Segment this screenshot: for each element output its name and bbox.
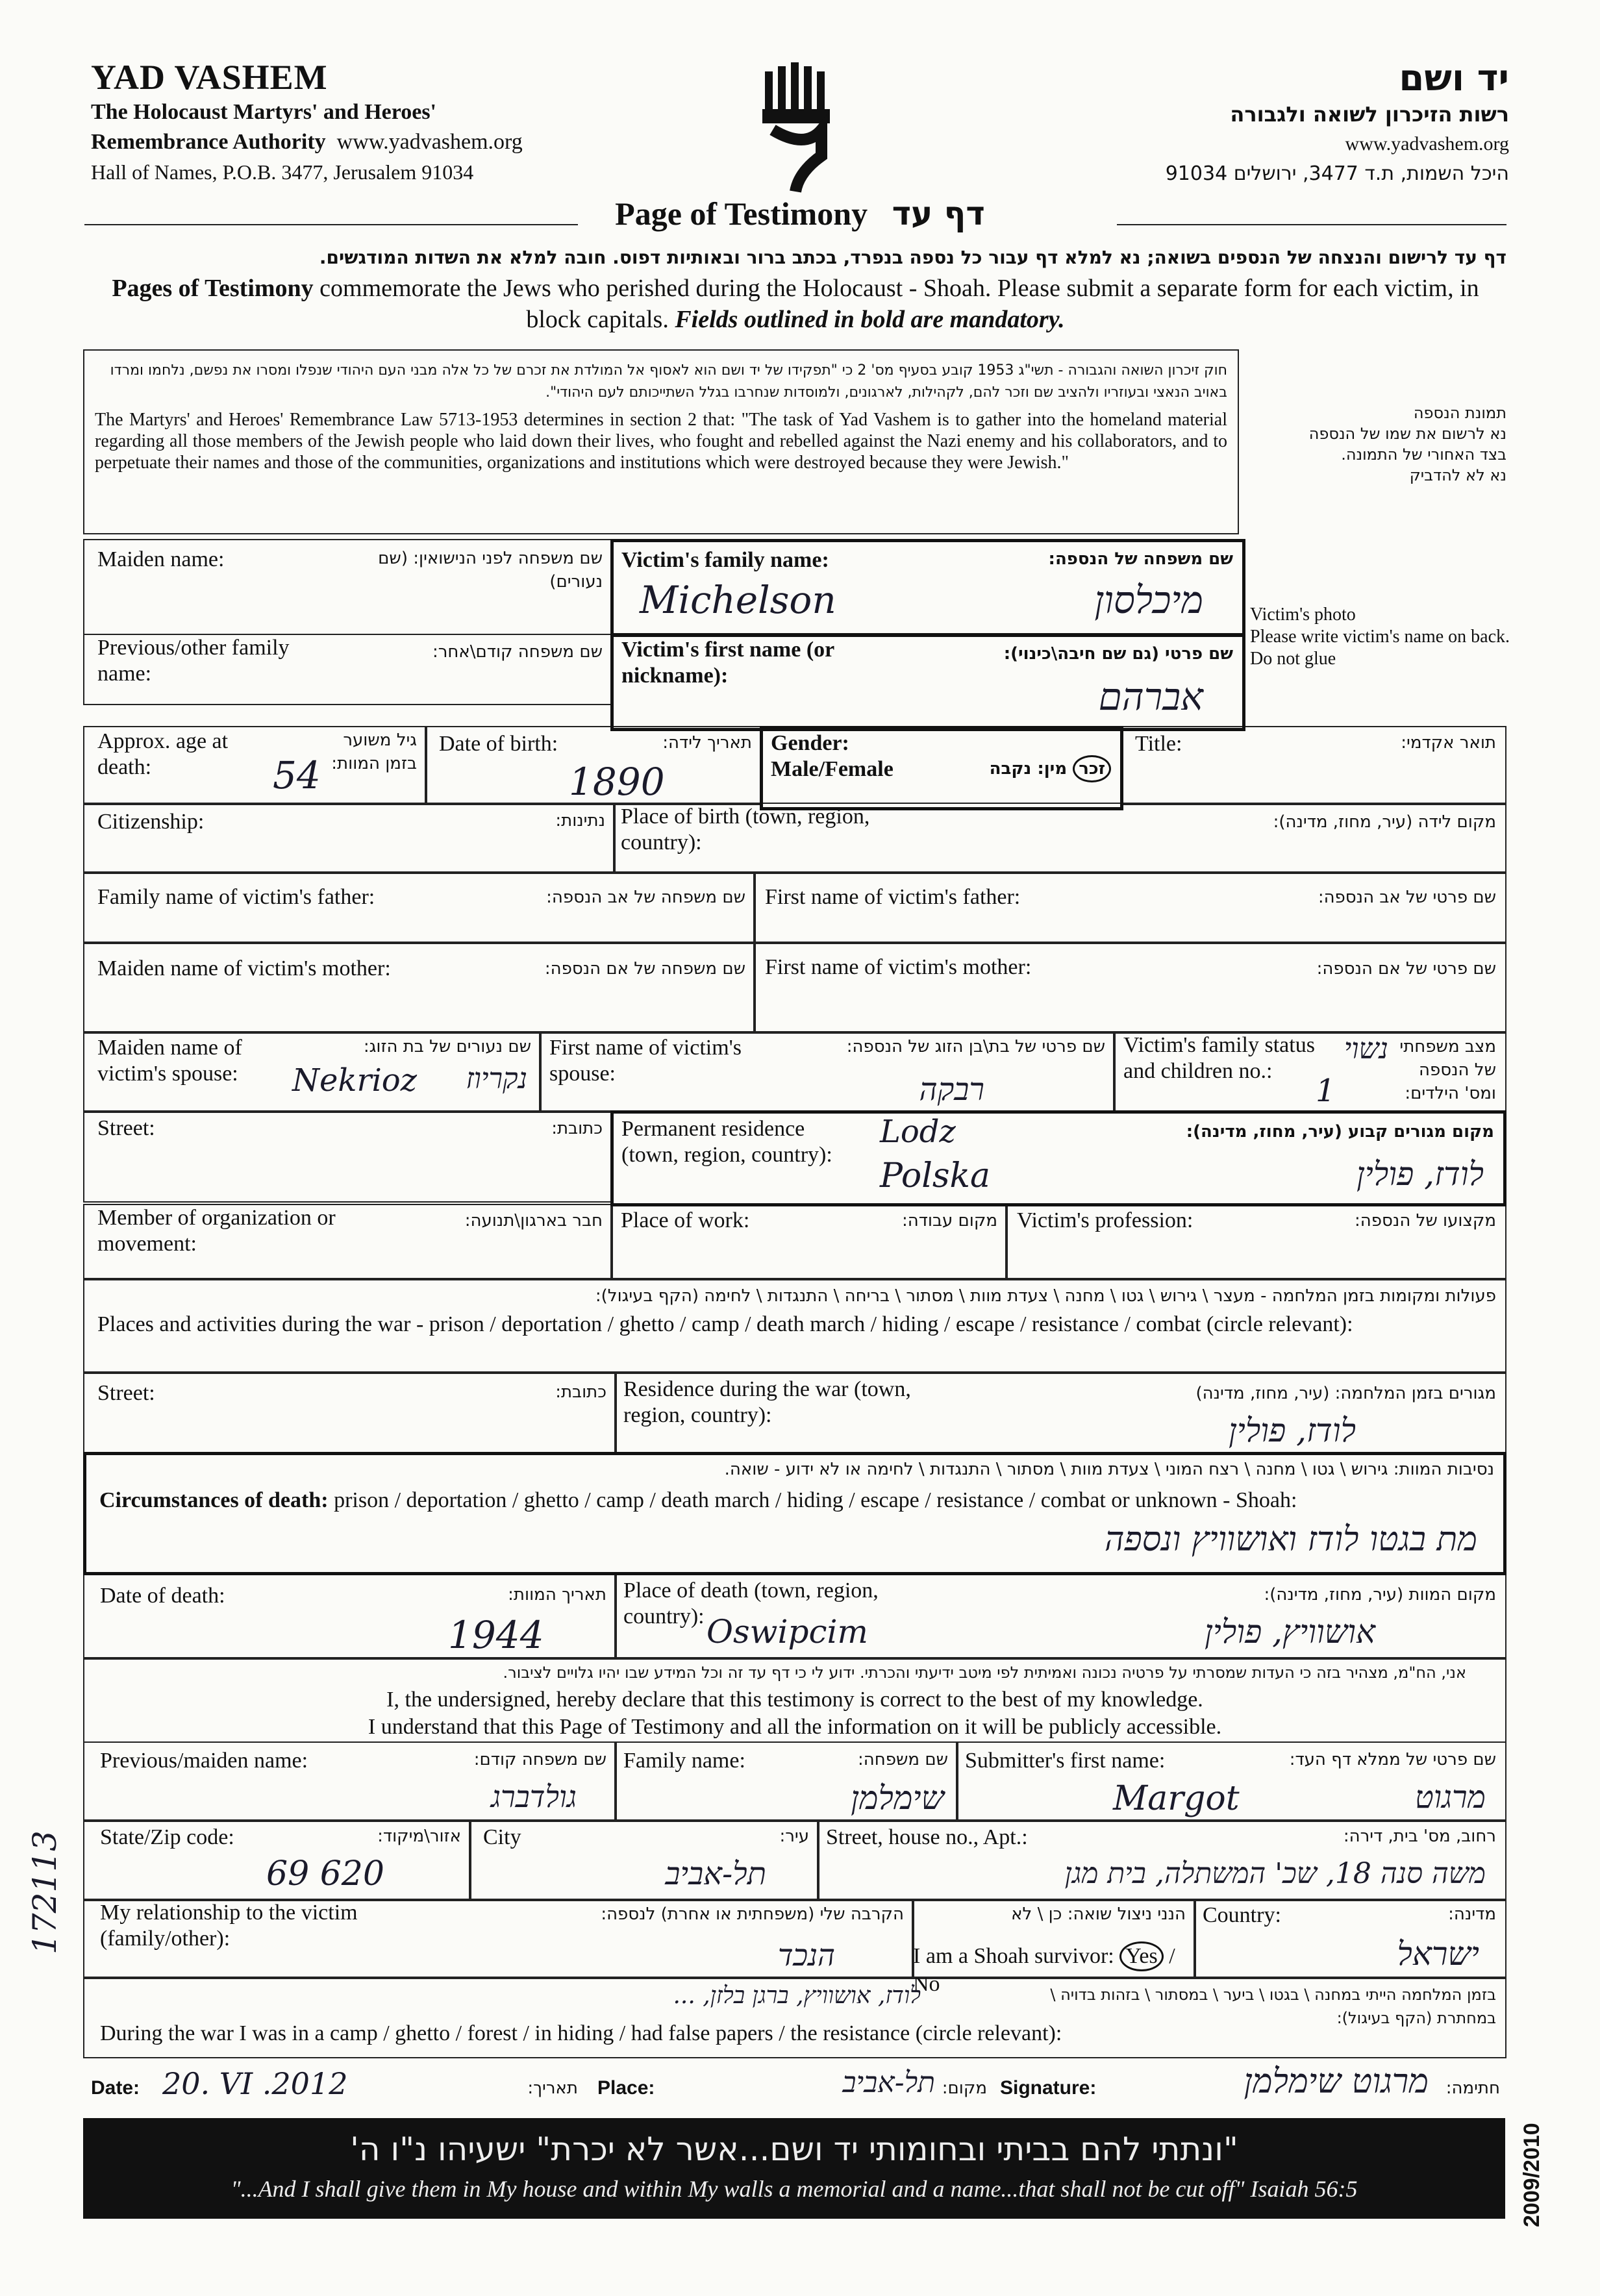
residence-label-he: מקום מגורים קבוע (עיר, מחוז, מדינה): xyxy=(1186,1122,1494,1142)
survivor-yes-circled: Yes xyxy=(1119,1941,1163,1971)
org-line1-he: רשות הזיכרון לשואה ולגבורה xyxy=(1230,102,1509,127)
sub-family-label: Family name: xyxy=(623,1749,745,1773)
war-places-label: Places and activities during the war - prison / deportation / ghetto / camp / death march / hiding / escape / resistance / combat (circle relevant): xyxy=(97,1312,1353,1336)
family-status-label: Victim's family status and children no.: xyxy=(1123,1033,1315,1083)
date-label-he: תאריך: xyxy=(527,2078,578,2098)
dod-label-he: תאריך המוות: xyxy=(508,1585,606,1604)
family-name-value: Michelson xyxy=(640,578,836,622)
profession-label: Victim's profession: xyxy=(1017,1208,1194,1232)
date-label: Date: xyxy=(91,2077,140,2099)
during-war-label: During the war I was in a camp / ghetto / forest / in hiding / had false papers / the resistance (circle relevant): xyxy=(100,2021,1062,2045)
birth-place-label: Place of birth (town, region, country): xyxy=(621,805,870,855)
first-name-label-he: שם פרטי (גם שם חיבה\כינוי): xyxy=(1003,644,1233,664)
page-title xyxy=(390,195,1210,232)
circ-label: prison / deportation / ghetto / camp / death march / hiding / escape / resistance / combat or unknown - Shoah: xyxy=(334,1488,1297,1512)
sub-family-label-he: שם משפחה: xyxy=(858,1750,948,1769)
sub-first-label: Submitter's first name: xyxy=(965,1749,1166,1773)
page-title-en: Page of Testimony xyxy=(615,195,868,232)
street-label: Street: xyxy=(97,1116,155,1140)
zip-label-he: אזור\מיקוד: xyxy=(377,1827,461,1846)
father-first-label: First name of victim's father: xyxy=(765,885,1021,909)
photo-he-2: נא לרשום את שמו של הנספה xyxy=(1308,425,1506,443)
dob-label: Date of birth: xyxy=(439,732,558,756)
war-residence-label: Residence during the war (town, region, country): xyxy=(623,1377,911,1427)
death-place-value-he: אושוויץ, פולין xyxy=(1205,1613,1375,1651)
maiden-name-label-he: שם משפחה לפני הנישואין: (שם נעורים) xyxy=(378,549,603,592)
country-label: Country: xyxy=(1203,1903,1281,1927)
signature-value[interactable]: מרגוט שימלמן xyxy=(1244,2062,1429,2101)
mother-first-label: First name of victim's mother: xyxy=(765,955,1032,979)
war-residence-label-he: מגורים בזמן המלחמה: (עיר, מחוז, מדינה) xyxy=(1195,1384,1496,1403)
submitter-first-name-field[interactable] xyxy=(956,1741,1506,1822)
death-place-value: Oswipcim xyxy=(706,1613,868,1651)
residence-value-he: לודז, פולין xyxy=(1356,1155,1484,1193)
residence-label: Permanent residence (town, region, country): xyxy=(621,1117,832,1167)
spouse-first-value-he: רבקה xyxy=(919,1071,984,1108)
father-family-label: Family name of victim's father: xyxy=(97,885,375,909)
intro-text: commemorate the Jews who perished during the Holocaust - Shoah. Please submit a separate form for each victim, in block capitals. xyxy=(319,275,1479,333)
form-year-label: 2009/2010 xyxy=(1519,2123,1544,2227)
circumstances-of-death-field[interactable] xyxy=(83,1452,1506,1575)
org-address-en: Hall of Names, P.O.B. 3477, Jerusalem 91034 xyxy=(91,160,474,184)
photo-he-3: בצד האחורי של התמונה. xyxy=(1341,445,1506,464)
residence-value-1: Lodz xyxy=(880,1114,956,1150)
photo-he-4: נא לא להדביק xyxy=(1409,466,1506,484)
signature-row xyxy=(91,2062,1506,2112)
war-places-label-he: פעולות ומקומות בזמן המלחמה - מעצר \ גירוש \ גטו \ מחנה \ צעדת מוות \ מסתור \ בריחה \ התנגדות \ לחימה (הקף בעיגול): xyxy=(595,1286,1496,1306)
previous-family-name-field[interactable] xyxy=(83,634,613,705)
date-of-birth-field[interactable] xyxy=(425,726,762,805)
photo-en-2: Please write victim's name on back. xyxy=(1250,627,1510,647)
law-hebrew: חוק זיכרון השואה והגבורה - תשי"ג 1953 קובע בסעיף מס' 2 כי "תפקידו של יד ושם הוא לאסוף אל המולדת את זכרם של כל אלה מבני העם היהודי שנפלו ומסרו את נפשם, נלחמו ומרדו באויב הנאצי ובעוזריו ולהציב שם וזכר להם, לקהילות, לארגונים, ולמוסדות שנחרבו בגלל השתייכותם לעם היהודי". xyxy=(110,362,1227,401)
family-name-label: Victim's family name: xyxy=(621,548,829,572)
sub-family-value-he: שימלמן xyxy=(851,1779,944,1817)
first-name-label: Victim's first name (or nickname): xyxy=(621,638,834,688)
relation-label-he: הקרבה שלי (משפחתית או אחרת) לנספה: xyxy=(601,1904,904,1924)
age-value: 54 xyxy=(273,753,321,797)
mother-maiden-label: Maiden name of victim's mother: xyxy=(97,956,391,980)
place-label: Place: xyxy=(597,2077,655,2099)
zip-label: State/Zip code: xyxy=(100,1825,234,1849)
side-reference-number: 172113 xyxy=(26,1830,64,1954)
place-label-he: מקום: xyxy=(942,2078,987,2098)
gender-field[interactable] xyxy=(760,726,1123,810)
signature-label: Signature: xyxy=(1000,2077,1097,2099)
spouse-maiden-label: Maiden name of victim's spouse: xyxy=(97,1036,242,1086)
profession-label-he: מקצועו של הנספה: xyxy=(1355,1211,1496,1230)
spouse-first-name-field[interactable] xyxy=(539,1031,1116,1113)
citizenship-label-he: נתינות: xyxy=(555,811,605,830)
zip-code-field[interactable] xyxy=(83,1819,471,1901)
spouse-first-label: First name of victim's spouse: xyxy=(549,1036,742,1086)
age-label: Approx. age at death: xyxy=(97,729,229,779)
organization-field[interactable] xyxy=(83,1204,613,1280)
survivor-no-option: / No xyxy=(913,1944,1175,1996)
declaration-block xyxy=(83,1657,1506,1745)
place-of-birth-field[interactable] xyxy=(613,803,1506,874)
org-hebrew-block xyxy=(1055,57,1509,189)
city-field[interactable] xyxy=(469,1819,819,1901)
war-places-field[interactable] xyxy=(83,1278,1506,1374)
org-line2-en: Remembrance Authority xyxy=(91,130,326,154)
date-of-death-field[interactable] xyxy=(83,1573,617,1660)
spouse-maiden-value: Nekrioz xyxy=(292,1062,417,1099)
footer-quote-he: "ונתתי להם בביתי ובחומותי יד ושם...אשר לא יכרת" ישעיהו נ"ו ה' xyxy=(350,2130,1238,2168)
member-org-label: Member of organization or movement: xyxy=(97,1206,336,1256)
org-web-en: www.yadvashem.org xyxy=(336,130,523,154)
sub-prev-label: Previous/maiden name: xyxy=(100,1749,308,1773)
photo-en-3: Do not glue xyxy=(1250,649,1336,669)
org-name-he: יד ושם xyxy=(1399,57,1509,99)
title-label: Title: xyxy=(1135,732,1182,756)
circ-label-bold: Circumstances of death: xyxy=(99,1488,329,1512)
footer-banner xyxy=(83,2118,1505,2219)
photo-note-en xyxy=(1250,604,1523,670)
org-english-block xyxy=(91,57,675,187)
prev-name-label: Previous/other family name: xyxy=(97,636,290,686)
sub-street-label: Street, house no., Apt.: xyxy=(826,1825,1028,1849)
during-war-label-he: בזמן המלחמה הייתי במחנה \ בגטו \ ביער \ במסתור \ בזהות בדויה \ במחתרת (הקף בעיגול): xyxy=(1050,1986,1496,2027)
city-label-he: עיר: xyxy=(779,1827,809,1846)
death-place-label: Place of death (town, region, country): xyxy=(623,1578,879,1628)
mother-maiden-label-he: שם משפחה של אם הנספה: xyxy=(544,959,745,979)
spouse-maiden-name-field[interactable] xyxy=(83,1031,542,1113)
street-label-he: כתובת: xyxy=(551,1119,603,1138)
survivor-label: I am a Shoah survivor: xyxy=(913,1944,1114,1968)
city-label: City xyxy=(483,1825,521,1849)
org-address-he: היכל השמות, ת.ד 3477, ירושלים 91034 xyxy=(1165,162,1509,185)
sub-first-value: Margot xyxy=(1113,1779,1240,1818)
org-line1-en: The Holocaust Martyrs' and Heroes' xyxy=(91,100,436,124)
submitter-previous-name-field[interactable] xyxy=(83,1741,617,1822)
father-family-name-field[interactable] xyxy=(83,871,756,944)
photo-en-1: Victim's photo xyxy=(1250,605,1356,625)
sub-prev-value-he: גולדברג xyxy=(490,1779,577,1814)
residence-value-2: Polska xyxy=(880,1156,991,1195)
place-value-he[interactable]: תל-אביב xyxy=(842,2066,935,2099)
family-status-label-he: מצב משפחתי של הנספה ומס' הילדים: xyxy=(1399,1037,1496,1103)
relationship-field[interactable] xyxy=(83,1899,914,1979)
sub-prev-label-he: שם משפחה קודם: xyxy=(473,1750,606,1769)
title-field[interactable] xyxy=(1121,726,1506,805)
death-place-label-he: מקום המוות (עיר, מחוז, מדינה): xyxy=(1264,1585,1496,1604)
country-field[interactable] xyxy=(1194,1899,1506,1979)
war-residence-value-he: לודז, פולין xyxy=(1229,1412,1356,1449)
family-status-value: נשוי xyxy=(1344,1032,1388,1066)
country-label-he: מדינה: xyxy=(1448,1904,1496,1924)
sub-first-value-he: מרגוט xyxy=(1414,1779,1486,1816)
dob-value: 1890 xyxy=(569,760,665,804)
war-street-label: Street: xyxy=(97,1381,155,1405)
gender-label-he xyxy=(990,755,1111,782)
street-field[interactable] xyxy=(83,1110,613,1203)
mother-first-label-he: שם פרטי של אם הנספה: xyxy=(1316,959,1496,979)
date-value[interactable]: 20. VI .2012 xyxy=(162,2066,348,2101)
circ-label-he: נסיבות המוות: גירוש \ גטו \ מחנה \ רצח המוני \ צעדת מוות \ מסתור \ התנגדות \ לחימה או לא ידוע - שואה. xyxy=(724,1460,1494,1479)
mother-maiden-name-field[interactable] xyxy=(83,942,756,1034)
zip-value: 69 620 xyxy=(266,1854,384,1893)
member-org-label-he: חבר בארגון\תנועה: xyxy=(464,1211,603,1230)
photo-he-1: תמונת הנספה xyxy=(1413,404,1506,422)
sub-street-label-he: רחוב, מס' בית, דירה: xyxy=(1343,1827,1496,1846)
intro-bold: Pages of Testimony xyxy=(112,275,314,302)
submitter-war-status-field[interactable] xyxy=(83,1977,1506,2058)
gender-label: Gender: Male/Female xyxy=(771,731,894,781)
family-name-label-he: שם משפחה של הנספה: xyxy=(1048,549,1233,569)
profession-field[interactable] xyxy=(1005,1204,1506,1280)
intro-mandatory-note: Fields outlined in bold are mandatory. xyxy=(675,306,1065,333)
maiden-name-field[interactable] xyxy=(83,539,613,635)
father-first-name-field[interactable] xyxy=(753,871,1506,944)
victim-first-name-field[interactable] xyxy=(610,634,1245,731)
during-war-value-he: לודז, אושוויץ, ברגן בלזן, ... xyxy=(673,1982,921,2009)
family-name-value-he: מיכלסון xyxy=(1094,578,1203,622)
family-status-field[interactable] xyxy=(1113,1031,1506,1113)
survivor-label-he: הנני ניצול שואה: כן \ לא xyxy=(1011,1904,1186,1924)
age-at-death-field[interactable] xyxy=(83,726,427,805)
work-place-label: Place of work: xyxy=(621,1208,750,1232)
spouse-first-label-he: שם פרטי של בת\בן הזוג של הנספה: xyxy=(846,1037,1105,1056)
page-title-he: דף עד xyxy=(892,195,985,232)
place-of-death-field[interactable] xyxy=(614,1573,1506,1660)
footer-quote-en: "...And I shall give them in My house and within My walls a memorial and a name...that shall not be cut off" Isaiah 56:5 xyxy=(231,2176,1358,2202)
first-name-value-he: אברהם xyxy=(1098,675,1203,719)
law-box xyxy=(83,349,1239,534)
permanent-residence-field[interactable] xyxy=(610,1110,1506,1206)
org-web-he: www.yadvashem.org xyxy=(1345,133,1509,155)
circ-value-he: מת בגטו לודז ואושוויץ ונספה xyxy=(1104,1520,1477,1559)
father-first-label-he: שם פרטי של אב הנספה: xyxy=(1318,888,1496,907)
photo-note-he xyxy=(1247,403,1506,486)
city-value-he: תל-אביב xyxy=(665,1856,766,1892)
spouse-maiden-label-he: שם נעורים של בת הזוג: xyxy=(363,1037,531,1056)
citizenship-label: Citizenship: xyxy=(97,810,205,834)
declare-he: אני, הח"מ, מצהיר בזה כי העדות שמסרתי על פרטיה נכונה ואמיתית לפי מיטב ידיעתי והכרתי. ידוע לי כי דף עד זה וכל המידע שבו יהיו גלויים לציבור. xyxy=(503,1664,1466,1682)
prev-name-label-he: שם משפחה קודם\אחר: xyxy=(432,642,603,662)
law-english: The Martyrs' and Heroes' Remembrance Law 5713-1953 determines in section 2 that: "The task of Yad Vashem is to gather into the homeland material regarding all those members of the Jewish people who laid down their lives, who fought and rebelled against the Nazi enemy and his collaborators, and to perpetuate their names and those of the communities, organizations and institutions which were destroyed because they were Jewish." xyxy=(95,410,1227,473)
father-family-label-he: שם משפחה של אב הנספה: xyxy=(546,888,745,907)
war-street-label-he: כתובת: xyxy=(555,1382,606,1402)
survivor-field[interactable] xyxy=(912,1899,1196,1996)
org-name-en: YAD VASHEM xyxy=(91,58,328,97)
war-street-field[interactable] xyxy=(83,1371,617,1453)
dob-label-he: תאריך לידה: xyxy=(662,733,752,753)
work-place-label-he: מקום עבודה: xyxy=(901,1211,997,1230)
dod-label: Date of death: xyxy=(100,1584,225,1608)
relation-value-he: הנכד xyxy=(777,1938,835,1973)
relation-label: My relationship to the victim (family/other): xyxy=(100,1901,358,1951)
children-count-value: 1 xyxy=(1316,1073,1336,1109)
intro-english xyxy=(84,273,1506,335)
declare-en-2: I understand that this Page of Testimony and all the information on it will be publicly accessible. xyxy=(368,1715,1222,1739)
gender-male-circled: זכר xyxy=(1073,755,1111,782)
declare-en-1: I, the undersigned, hereby declare that this testimony is correct to the best of my knowledge. xyxy=(386,1688,1203,1712)
citizenship-field[interactable] xyxy=(83,803,616,874)
sub-first-label-he: שם פרטי של ממלא דף העד: xyxy=(1289,1750,1496,1769)
mother-first-name-field[interactable] xyxy=(753,942,1506,1034)
spouse-maiden-value-he: נקריוז xyxy=(466,1062,527,1095)
dod-value: 1944 xyxy=(448,1613,544,1657)
submitter-street-field[interactable] xyxy=(817,1819,1506,1901)
victim-family-name-field[interactable] xyxy=(610,539,1245,636)
intro-hebrew: דף עד לרישום והנצחה של הנספים בשואה; נא למלא דף עבור כל נספה בנפרד, בכתב ברור ובאותיות דפוס. חובה למלא את השדות המודגשים. xyxy=(319,247,1506,268)
title-label-he: תואר אקדמי: xyxy=(1401,733,1496,753)
gender-options-he: מין: נקבה xyxy=(989,759,1068,779)
place-of-work-field[interactable] xyxy=(610,1204,1008,1280)
war-residence-field[interactable] xyxy=(614,1371,1506,1453)
birth-place-label-he: מקום לידה (עיר, מחוז, מדינה): xyxy=(1273,812,1496,832)
maiden-name-label: Maiden name: xyxy=(97,547,225,571)
sub-street-value-he: משה סנה 18, שכ' המשתלה, בית מגן xyxy=(1064,1857,1486,1890)
age-label-he: גיל משוער בזמן המוות: xyxy=(331,730,417,773)
submitter-family-name-field[interactable] xyxy=(614,1741,958,1822)
country-value-he: ישראל xyxy=(1397,1935,1479,1973)
signature-label-he: חתימה: xyxy=(1445,2078,1500,2098)
yad-vashem-logo-icon xyxy=(760,58,838,195)
